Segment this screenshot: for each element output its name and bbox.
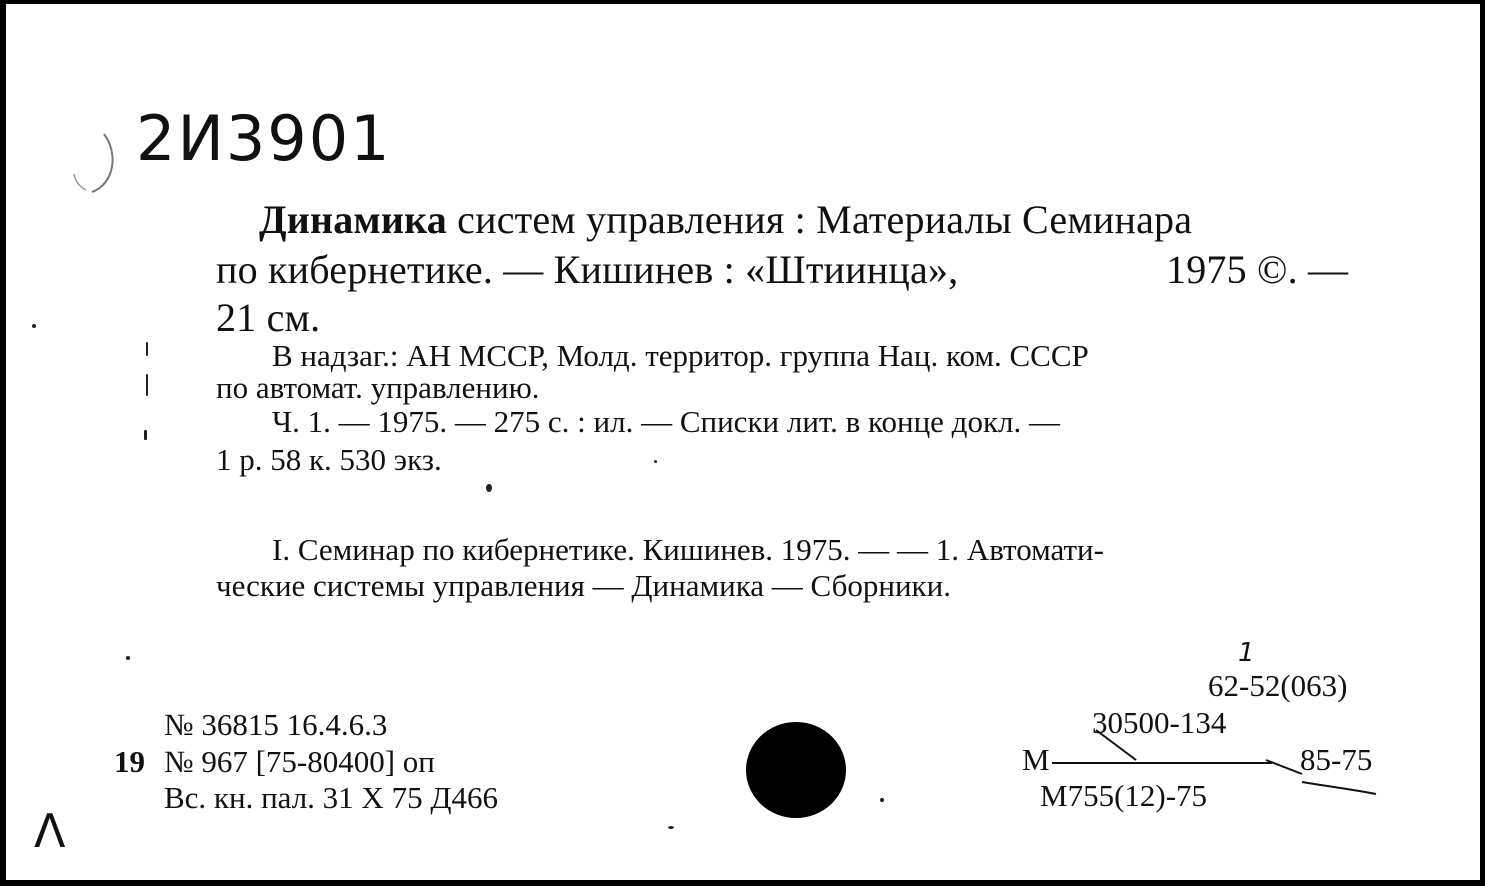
- note-line-3: Ч. 1. — 1975. — 275 с. : ил. — Списки лит. в конце докл. —: [272, 404, 1060, 439]
- class-strokes: [1066, 724, 1426, 804]
- class-m-suffix: 85-75: [1300, 742, 1373, 777]
- class-m-prefix: М: [1022, 742, 1050, 777]
- title-line-3: 21 см.: [216, 295, 321, 340]
- title-bold-word: Динамика: [259, 197, 447, 242]
- title-line-2: по кибернетике. — Кишинев : «Штиинца»,: [216, 247, 959, 292]
- note-line-4: 1 р. 58 к. 530 экз.: [216, 442, 442, 477]
- udc-handmark: 1: [1238, 638, 1255, 668]
- stats-prefix: 19: [114, 744, 145, 779]
- subject-line-2: ческие системы управления — Динамика — Сборники.: [216, 568, 951, 603]
- stats-line-2: № 967 [75-80400] оп: [164, 744, 435, 779]
- class-line-3: М755(12)-75: [1040, 778, 1208, 813]
- subject-line-1: I. Семинар по кибернетике. Кишинев. 1975. — — 1. Автомати-: [272, 532, 1104, 567]
- title-rest: систем управления : Материалы Семинара: [446, 197, 1193, 242]
- corner-handmark: Λ: [34, 804, 66, 858]
- note-line-1: В надзаг.: АН МССР, Молд. территор. группа Нац. ком. СССР: [272, 338, 1089, 373]
- inventory-number: 2И3901: [136, 102, 392, 175]
- title-year: 1975 ©. —: [1166, 247, 1349, 292]
- catalog-card: [6, 4, 1480, 880]
- stats-line-3: Вс. кн. пал. 31 Х 75 Д466: [164, 780, 498, 815]
- note-line-2: по автомат. управлению.: [216, 370, 540, 405]
- punched-hole: [746, 722, 846, 818]
- class-line-1: 30500-134: [1092, 705, 1227, 740]
- title-line-1: [259, 197, 1193, 242]
- stats-line-1: № 36815 16.4.6.3: [164, 707, 388, 742]
- hand-scribble: [64, 114, 124, 204]
- udc-code: 62-52(063): [1208, 668, 1348, 703]
